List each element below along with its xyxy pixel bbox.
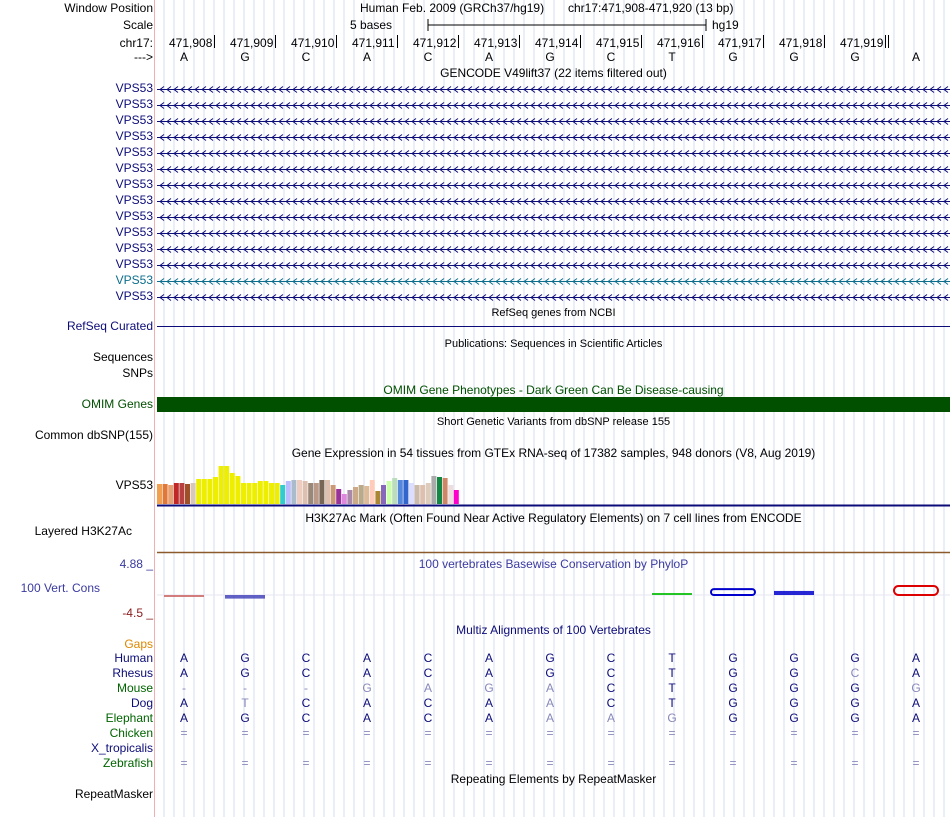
position-readout: chr17:471,908-471,920 (13 bp) xyxy=(568,1,734,15)
multiz-base: = xyxy=(790,756,798,770)
multiz-species-label: Elephant xyxy=(105,711,153,725)
multiz-base: C xyxy=(301,696,311,710)
gtex-tissue-bar xyxy=(314,483,319,504)
gtex-tissue-bar xyxy=(219,466,224,504)
multiz-base: - xyxy=(304,681,308,695)
multiz-base: = xyxy=(607,726,615,740)
gencode-item-label: VPS53 xyxy=(115,289,153,303)
omim-track-title: OMIM Gene Phenotypes - Dark Green Can Be Disease-causing xyxy=(383,383,724,397)
gencode-track-title: GENCODE V49lift37 (22 items filtered out) xyxy=(440,66,667,80)
window-position-label: Window Position xyxy=(64,1,153,15)
base-letter: C xyxy=(423,50,433,64)
phylop-score-glyph xyxy=(225,595,265,599)
gencode-item-label: VPS53 xyxy=(115,113,153,127)
gtex-tissue-bar xyxy=(269,483,274,504)
ruler-tick-label: 471,919 xyxy=(840,36,884,50)
gtex-tissue-bar xyxy=(409,483,414,504)
gtex-tissue-bar xyxy=(286,481,291,504)
multiz-base: G xyxy=(850,651,860,665)
publications-track-title: Publications: Sequences in Scientific Articles xyxy=(444,338,663,350)
multiz-base: G xyxy=(789,681,799,695)
omim-track-label[interactable]: OMIM Genes xyxy=(81,397,153,411)
gencode-item-label: VPS53 xyxy=(115,209,153,223)
multiz-base: A xyxy=(362,651,371,665)
multiz-base: G xyxy=(240,666,250,680)
gtex-tissue-bar xyxy=(185,484,190,504)
multiz-base: C xyxy=(301,651,311,665)
gencode-item-label: VPS53 xyxy=(115,273,153,287)
multiz-base: A xyxy=(179,711,188,725)
repeatmasker-track-title: Repeating Elements by RepeatMasker xyxy=(450,772,657,786)
multiz-base: A xyxy=(545,681,554,695)
multiz-species-label: Chicken xyxy=(109,726,153,740)
multiz-base: C xyxy=(423,711,433,725)
multiz-base: C xyxy=(606,666,616,680)
gtex-tissue-bar xyxy=(319,480,324,504)
gtex-tissue-bar xyxy=(303,481,308,504)
scale-bar-text: 5 bases xyxy=(350,18,393,32)
base-letter: G xyxy=(850,50,860,64)
base-letter: A xyxy=(484,50,493,64)
multiz-base: A xyxy=(362,696,371,710)
gtex-tissue-bar xyxy=(196,479,201,504)
phylop-track-label[interactable]: 100 Vert. Cons xyxy=(20,581,100,595)
repeatmasker-track-label[interactable]: RepeatMasker xyxy=(74,787,153,801)
dbsnp-track-label[interactable]: Common dbSNP(155) xyxy=(34,428,153,442)
ruler-tick-label: 471,915 xyxy=(596,36,640,50)
multiz-base: = xyxy=(729,756,737,770)
gtex-tissue-bar xyxy=(174,483,179,504)
multiz-base: G xyxy=(667,711,677,725)
gtex-tissue-bar xyxy=(297,480,302,504)
gtex-tissue-bar xyxy=(431,476,436,504)
gtex-tissue-bar xyxy=(179,483,184,504)
gtex-tissue-bar xyxy=(235,476,240,504)
multiz-base: C xyxy=(606,651,616,665)
gtex-tissue-bar xyxy=(403,480,408,504)
ruler-tick-label: 471,914 xyxy=(535,36,579,50)
dbsnp-track-title: Short Genetic Variants from dbSNP release 155 xyxy=(436,416,671,428)
sequences-label[interactable]: Sequences xyxy=(92,350,153,364)
gtex-tissue-bar xyxy=(353,487,358,504)
gtex-tissue-bar xyxy=(392,478,397,504)
base-letter: G xyxy=(240,50,250,64)
gtex-tissue-bar xyxy=(370,480,375,504)
phylop-max-label: 4.88 _ xyxy=(119,557,153,571)
multiz-base: C xyxy=(606,696,616,710)
gtex-tissue-bar xyxy=(381,485,386,504)
gtex-tissue-bar xyxy=(398,480,403,504)
gencode-item-label: VPS53 xyxy=(115,177,153,191)
multiz-species-label: Mouse xyxy=(116,681,153,695)
gencode-item-label: VPS53 xyxy=(115,257,153,271)
base-letter: G xyxy=(728,50,738,64)
ruler-tick-label: 471,916 xyxy=(657,36,701,50)
gtex-tissue-bar xyxy=(420,485,425,504)
gtex-tissue-bar xyxy=(342,494,347,504)
gtex-tissue-bar xyxy=(448,485,453,504)
gtex-tissue-bar xyxy=(247,483,252,504)
multiz-base: = xyxy=(851,756,859,770)
multiz-base: = xyxy=(363,726,371,740)
multiz-base: G xyxy=(789,711,799,725)
gencode-item-label: VPS53 xyxy=(115,145,153,159)
gencode-item-label: VPS53 xyxy=(115,193,153,207)
base-letter: A xyxy=(179,50,188,64)
gtex-tissue-bar xyxy=(258,481,263,504)
gtex-tissue-bar xyxy=(454,490,459,504)
gtex-tissue-bar xyxy=(207,479,212,504)
scale-db: hg19 xyxy=(712,18,739,32)
multiz-track-title: Multiz Alignments of 100 Vertebrates xyxy=(456,623,651,637)
multiz-base: A xyxy=(545,696,554,710)
multiz-base: = xyxy=(912,726,920,740)
multiz-base: A xyxy=(179,651,188,665)
multiz-base: A xyxy=(423,681,432,695)
phylop-min-label: -4.5 _ xyxy=(122,606,153,620)
multiz-base: G xyxy=(728,681,738,695)
strand-label: ---> xyxy=(134,50,153,64)
multiz-base: A xyxy=(911,666,920,680)
multiz-base: = xyxy=(668,756,676,770)
gtex-tissue-bar xyxy=(331,485,336,504)
ruler-tick-label: 471,913 xyxy=(474,36,518,50)
multiz-base: = xyxy=(485,756,493,770)
gtex-tissue-bar xyxy=(202,479,207,504)
omim-gene-bar xyxy=(157,397,950,412)
phylop-score-glyph xyxy=(164,595,204,597)
multiz-base: = xyxy=(912,756,920,770)
gtex-tissue-bar xyxy=(280,485,285,504)
scale-label: Scale xyxy=(122,18,153,32)
multiz-base: G xyxy=(789,651,799,665)
multiz-base: G xyxy=(789,666,799,680)
multiz-base: = xyxy=(729,726,737,740)
base-letter: C xyxy=(606,50,616,64)
multiz-base: G xyxy=(850,711,860,725)
gtex-tissue-bar xyxy=(157,484,162,504)
multiz-base: A xyxy=(179,696,188,710)
multiz-base: C xyxy=(606,681,616,695)
multiz-base: G xyxy=(850,681,860,695)
multiz-base: A xyxy=(484,711,493,725)
multiz-base: G xyxy=(240,711,250,725)
multiz-base: G xyxy=(728,651,738,665)
multiz-base: C xyxy=(850,666,860,680)
multiz-base: = xyxy=(363,756,371,770)
multiz-base: A xyxy=(606,711,615,725)
gtex-tissue-bar xyxy=(252,483,257,504)
gencode-item-label: VPS53 xyxy=(115,161,153,175)
multiz-base: = xyxy=(241,756,249,770)
gtex-track-label[interactable]: VPS53 xyxy=(115,478,153,492)
gencode-item-label: VPS53 xyxy=(115,225,153,239)
gtex-tissue-bar xyxy=(415,485,420,504)
multiz-base: A xyxy=(911,651,920,665)
multiz-base: T xyxy=(668,696,676,710)
base-letter: G xyxy=(545,50,555,64)
multiz-base: G xyxy=(728,711,738,725)
refseq-track-label[interactable]: RefSeq Curated xyxy=(66,319,153,333)
gtex-tissue-bar xyxy=(191,483,196,504)
multiz-base: - xyxy=(243,681,247,695)
base-letter: A xyxy=(911,50,920,64)
multiz-base: = xyxy=(302,726,310,740)
multiz-base: = xyxy=(180,756,188,770)
gtex-tissue-bar xyxy=(336,489,341,504)
multiz-base: G xyxy=(850,696,860,710)
multiz-base: G xyxy=(789,696,799,710)
multiz-base: C xyxy=(301,666,311,680)
multiz-base: = xyxy=(546,756,554,770)
multiz-base: G xyxy=(728,666,738,680)
phylop-score-glyph xyxy=(894,586,938,595)
multiz-base: = xyxy=(790,726,798,740)
ruler-tick-label: 471,908 xyxy=(169,36,213,50)
multiz-species-label: Dog xyxy=(130,696,153,710)
gaps-label: Gaps xyxy=(124,637,153,651)
ruler-tick-label: 471,911 xyxy=(352,36,395,50)
gtex-tissue-bar xyxy=(241,483,246,504)
multiz-base: G xyxy=(728,696,738,710)
h3k27ac-track-label[interactable]: Layered H3K27Ac xyxy=(34,524,132,538)
gtex-tissue-bar xyxy=(325,480,330,504)
multiz-base: = xyxy=(546,726,554,740)
multiz-base: T xyxy=(668,681,676,695)
gtex-tissue-bar xyxy=(387,481,392,504)
multiz-base: = xyxy=(302,756,310,770)
multiz-base: = xyxy=(424,756,432,770)
multiz-base: = xyxy=(668,726,676,740)
ruler-tick-label: 471,912 xyxy=(413,36,457,50)
multiz-base: = xyxy=(180,726,188,740)
multiz-base: T xyxy=(668,666,676,680)
phylop-track-title: 100 vertebrates Basewise Conservation by PhyloP xyxy=(418,557,689,571)
multiz-base: = xyxy=(241,726,249,740)
multiz-base: A xyxy=(484,696,493,710)
base-letter: G xyxy=(789,50,799,64)
multiz-base: G xyxy=(911,681,921,695)
multiz-base: = xyxy=(607,756,615,770)
multiz-base: G xyxy=(240,651,250,665)
gencode-item-label: VPS53 xyxy=(115,97,153,111)
base-letter: C xyxy=(301,50,311,64)
multiz-base: A xyxy=(362,711,371,725)
gencode-item-label: VPS53 xyxy=(115,81,153,95)
gtex-tissue-bar xyxy=(275,483,280,504)
multiz-base: G xyxy=(362,681,372,695)
multiz-base: A xyxy=(911,696,920,710)
multiz-base: C xyxy=(301,711,311,725)
multiz-base: C xyxy=(423,666,433,680)
multiz-species-label: Zebrafish xyxy=(102,756,153,770)
assembly-title: Human Feb. 2009 (GRCh37/hg19) xyxy=(360,1,545,15)
ruler-tick-label: 471,917 xyxy=(718,36,762,50)
gtex-tissue-bar xyxy=(375,491,380,504)
multiz-base: A xyxy=(545,711,554,725)
multiz-base: = xyxy=(851,726,859,740)
gtex-tissue-bar xyxy=(443,478,448,504)
gtex-tissue-bar xyxy=(359,485,364,504)
multiz-base: = xyxy=(424,726,432,740)
chrom-label: chr17: xyxy=(119,36,153,50)
multiz-species-label: Rhesus xyxy=(112,666,153,680)
h3k27ac-track-title: H3K27Ac Mark (Often Found Near Active Regulatory Elements) on 7 cell lines from ENCODE xyxy=(305,511,802,525)
ruler-tick-label: 471,918 xyxy=(779,36,823,50)
gtex-tissue-bar xyxy=(224,466,229,504)
base-letter: A xyxy=(362,50,371,64)
gtex-tissue-bar xyxy=(163,484,168,504)
snps-label[interactable]: SNPs xyxy=(122,366,153,380)
multiz-species-label: X_tropicalis xyxy=(90,741,153,755)
multiz-base: = xyxy=(485,726,493,740)
gtex-tissue-bar xyxy=(213,477,218,504)
ruler-tick-label: 471,909 xyxy=(230,36,274,50)
multiz-species-label: Human xyxy=(114,651,153,665)
base-letter: T xyxy=(668,50,676,64)
multiz-base: A xyxy=(911,711,920,725)
gtex-tissue-bar xyxy=(364,486,369,504)
gtex-tissue-bar xyxy=(230,473,235,504)
refseq-track-title: RefSeq genes from NCBI xyxy=(491,307,616,319)
phylop-score-glyph xyxy=(774,591,814,595)
gtex-tissue-bar xyxy=(308,483,313,504)
multiz-base: A xyxy=(484,666,493,680)
gtex-tissue-bar xyxy=(347,490,352,504)
gencode-item-label: VPS53 xyxy=(115,241,153,255)
gtex-tissue-bar xyxy=(168,485,173,504)
multiz-base: - xyxy=(182,681,186,695)
multiz-base: A xyxy=(484,651,493,665)
gtex-tissue-bar xyxy=(437,477,442,504)
phylop-score-glyph xyxy=(711,589,755,595)
multiz-base: T xyxy=(241,696,249,710)
gencode-item-label: VPS53 xyxy=(115,129,153,143)
gtex-tissue-bar xyxy=(291,480,296,504)
multiz-base: T xyxy=(668,651,676,665)
gtex-track-title: Gene Expression in 54 tissues from GTEx RNA-seq of 17382 samples, 948 donors (V8, Aug 2019) xyxy=(291,446,816,460)
phylop-score-glyph xyxy=(652,593,692,595)
gtex-tissue-bar xyxy=(263,481,268,504)
multiz-base: C xyxy=(423,651,433,665)
multiz-base: G xyxy=(484,681,494,695)
gtex-tissue-bar xyxy=(426,483,431,504)
multiz-base: A xyxy=(179,666,188,680)
multiz-base: A xyxy=(362,666,371,680)
multiz-base: G xyxy=(545,651,555,665)
ruler-tick-label: 471,910 xyxy=(291,36,335,50)
multiz-base: C xyxy=(423,696,433,710)
multiz-base: G xyxy=(545,666,555,680)
